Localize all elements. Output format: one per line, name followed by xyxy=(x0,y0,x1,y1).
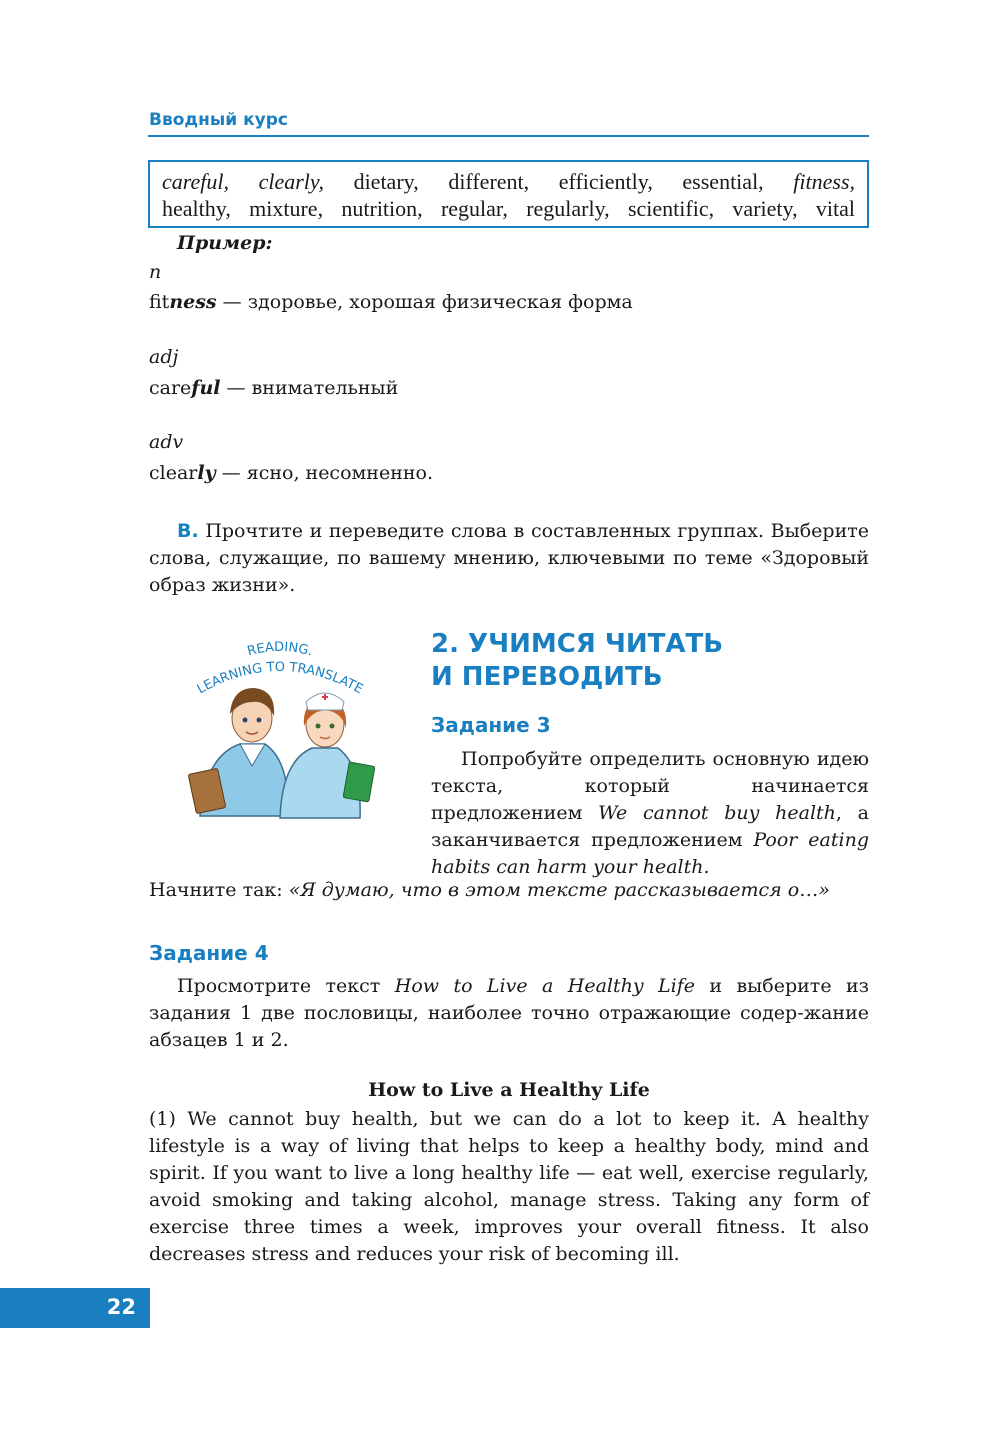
section-title-line-2: И ПЕРЕВОДИТЬ xyxy=(431,662,663,692)
task-3-quote-1: We cannot buy health xyxy=(598,802,836,824)
word: different, xyxy=(448,169,530,194)
pos-adverb: adv xyxy=(149,431,184,453)
word-suffix: ly xyxy=(197,462,216,484)
task-3-quote-2: Poor eating habits can harm your health. xyxy=(431,829,869,878)
running-header: Вводный курс xyxy=(149,110,288,130)
svg-text:LEARNING TO TRANSLATE xyxy=(195,660,366,697)
word: essential, xyxy=(682,169,764,194)
word: fitness, xyxy=(793,169,856,194)
task-4-text xyxy=(149,973,869,1054)
task-3-text xyxy=(431,746,869,881)
task-4-title: Задание 4 xyxy=(149,941,269,965)
pos-adjective: adj xyxy=(149,346,179,368)
header-rule xyxy=(148,135,869,137)
task-3-title: Задание 3 xyxy=(431,713,551,737)
word: careful, xyxy=(162,169,229,194)
word-stem: fit xyxy=(149,291,170,313)
start-instruction xyxy=(149,879,869,901)
start-quote: «Я думаю, что в этом тексте рассказывается о…» xyxy=(288,879,830,901)
example-adjective xyxy=(149,377,398,399)
word-stem: care xyxy=(149,377,192,399)
illustration-caption-2: LEARNING TO TRANSLATE xyxy=(194,659,366,698)
section-title xyxy=(431,628,723,694)
task-b-letter: B. xyxy=(177,520,199,542)
word: clearly, xyxy=(258,169,324,194)
word-gloss: — здоровье, хорошая физическая форма xyxy=(216,291,633,313)
example-noun xyxy=(149,291,633,313)
task-3-text-a: Попробуйте определить основную идею текста, который начинается предложением xyxy=(431,748,869,824)
pos-noun: n xyxy=(149,261,162,283)
task-b-paragraph xyxy=(149,518,869,599)
word-stem: clear xyxy=(149,462,198,484)
students-illustration xyxy=(170,636,390,826)
task-4-text-a: Просмотрите текст xyxy=(177,975,395,997)
word-suffix: ful xyxy=(191,377,221,399)
example-label: Пример: xyxy=(177,232,273,254)
task-4-text-b: и выберите из задания 1 две пословицы, наиболее точно отражающие содер-жание абзацев 1 и 2. xyxy=(149,975,870,1051)
word-gloss: — ясно, несомненно. xyxy=(215,462,434,484)
word-gloss: — внимательный xyxy=(220,377,399,399)
word-suffix: ness xyxy=(169,291,217,313)
task-3-text-c: , а заканчивается предложением xyxy=(431,802,869,851)
start-prefix: Начните так: xyxy=(149,879,289,901)
task-b-text: Прочтите и переведите слова в составленных группах. Выберите слова, служащие, по вашему мнению, ключевыми по теме «Здоровый образ жизни». xyxy=(149,520,869,596)
reading-title: How to Live a Healthy Life xyxy=(368,1079,650,1101)
word: efficiently, xyxy=(558,169,653,194)
page-number: 22 xyxy=(106,1295,136,1319)
svg-text:READING. xyxy=(246,640,315,660)
word-box-line-2: healthy, mixture, nutrition, regular, regularly, scientific, variety, vital xyxy=(162,196,855,221)
word: dietary, xyxy=(353,169,419,194)
reading-paragraph-1: (1) We cannot buy health, but we can do a lot to keep it. A healthy lifestyle is a way of living that helps to keep a healthy body, mind and spirit. If you want to live a long healthy life — eat well, exercise regularly, avoid smoking and taking alcohol, manage stress. Taking any form of exercise three times a week, improves your overall fitness. It also decreases stress and reduces your risk of becoming ill. xyxy=(149,1108,869,1265)
word-box xyxy=(148,160,869,228)
illustration-caption-1: READING. xyxy=(245,639,315,660)
task-4-text-title: How to Live a Healthy Life xyxy=(394,975,695,997)
page-number-tab xyxy=(0,1288,150,1328)
section-title-line-1: 2. УЧИМСЯ ЧИТАТЬ xyxy=(431,629,724,659)
word-box-line-1 xyxy=(162,168,855,195)
example-adverb xyxy=(149,462,433,484)
